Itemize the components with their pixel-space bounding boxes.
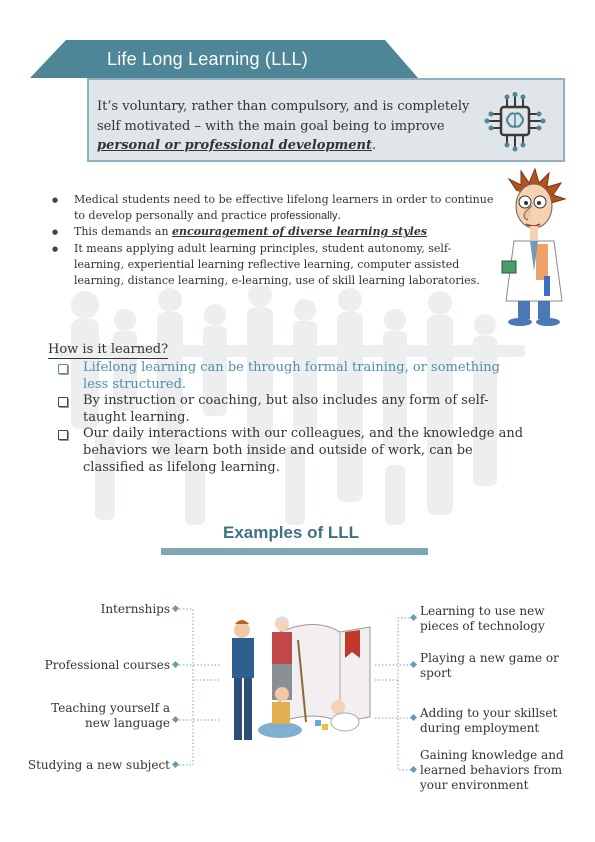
page-title: Life Long Learning (LLL)	[107, 49, 308, 69]
example-left-item: Teaching yourself a new language	[51, 701, 170, 730]
example-left-item: Studying a new subject	[27, 758, 170, 772]
how-item: Lifelong learning can be through formal training, or something less structured.	[58, 360, 528, 393]
bullet-item: ● This demands an encouragement of diverse learning styles	[50, 224, 495, 240]
how-learned-title: How is it learned?	[48, 342, 169, 357]
example-right-item: Playing a new game or sport	[420, 651, 559, 680]
definition-emphasis: personal or professional development	[97, 138, 373, 153]
bullet-item: ● Medical students need to be effective lifelong learners in order to continue to develop personally and practice professionally.	[50, 192, 495, 224]
example-right-item: Adding to your skillset during employment	[420, 706, 558, 735]
family-learning-illustration	[220, 612, 375, 752]
bullet-item: ● It means applying adult learning principles, student autonomy, self-learning, experiential learning reflective learning, computer assisted learning, distance learning, e-learning, use of skill learning laboratories.	[50, 241, 495, 290]
how-item: By instruction or coaching, but also includes any form of self-taught learning.	[58, 393, 528, 426]
example-right-item: Gaining knowledge and learned behaviors from your environment	[420, 748, 564, 792]
example-left-item: Internships	[100, 602, 170, 616]
how-item: Our daily interactions with our colleagues, and the knowledge and behaviors we learn both inside and outside of work, can be classified as lifelong learning.	[58, 426, 528, 476]
example-left-item: Professional courses	[44, 658, 170, 672]
examples-title: Examples of LLL	[223, 523, 360, 542]
definition-text: It’s voluntary, rather than compulsory, and is completely self motivated – with the main goal being to improve personal or professional development.	[97, 99, 470, 153]
example-right-item: Learning to use new pieces of technology	[420, 604, 545, 633]
